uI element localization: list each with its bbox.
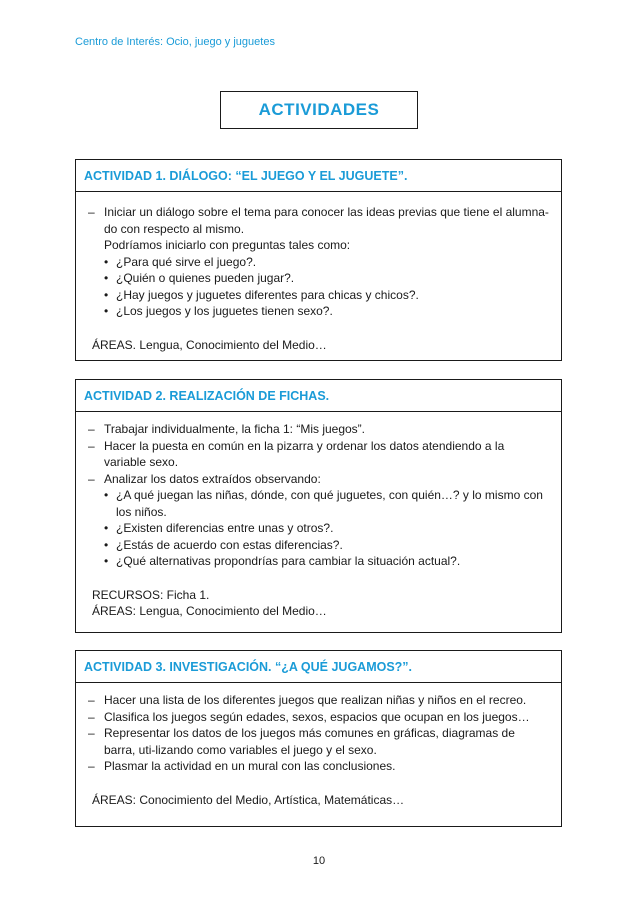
- dash-marker: –: [88, 205, 95, 219]
- list-item: [88, 438, 549, 471]
- bullet-item: [88, 537, 549, 554]
- dash-marker: –: [88, 726, 95, 740]
- bullet-marker: •: [104, 254, 109, 269]
- bullet-marker: •: [104, 521, 109, 535]
- bullet-text: ¿Existen diferencias entre unas y otros?.: [116, 521, 334, 535]
- bullet-marker: •: [104, 554, 109, 568]
- activity-3-box: [75, 650, 562, 827]
- activity-3-heading: ACTIVIDAD 3. INVESTIGACIÓN. “¿A QUÉ JUGAMOS?”.: [76, 651, 561, 683]
- bullet-text: ¿A qué juegan las niñas, dónde, con qué juguetes, con quién…? y lo mismo con los niños.: [116, 488, 543, 519]
- areas-line: ÁREAS: Conocimiento del Medio, Artística, Matemáticas…: [92, 792, 405, 807]
- dash-marker: –: [88, 471, 95, 486]
- bullet-item: [88, 254, 549, 271]
- areas-line: ÁREAS. Lengua, Conocimiento del Medio…: [92, 337, 327, 352]
- bullet-marker: •: [104, 304, 109, 318]
- bullet-item: [88, 287, 549, 304]
- bullet-text: ¿Estás de acuerdo con estas diferencias?.: [116, 537, 343, 552]
- bullet-marker: •: [104, 488, 109, 502]
- item-text: Hacer la puesta en común en la pizarra y ordenar los datos atendiendo a la variable sexo.: [104, 438, 505, 469]
- page-title: ACTIVIDADES: [220, 91, 418, 129]
- item-text: Hacer una lista de los diferentes juegos que realizan niñas y niños en el recreo.: [104, 693, 527, 707]
- bullet-marker: •: [104, 537, 109, 552]
- bullet-text: ¿Los juegos y los juguetes tienen sexo?.: [116, 304, 333, 318]
- list-item: [88, 471, 549, 488]
- list-item: [88, 725, 549, 758]
- item-text: Clasifica los juegos según edades, sexos, espacios que ocupan en los juegos…: [104, 709, 530, 724]
- resources-line: RECURSOS: Ficha 1.: [92, 587, 210, 602]
- item-text: Analizar los datos extraídos observando:: [104, 471, 321, 486]
- list-item: [88, 692, 549, 709]
- bullet-item: [88, 553, 549, 570]
- bullet-item: [88, 303, 549, 320]
- bullet-text: ¿Para qué sirve el juego?.: [116, 254, 257, 269]
- bullet-marker: •: [104, 271, 109, 285]
- page-number: 10: [312, 855, 326, 867]
- dash-marker: –: [88, 438, 95, 453]
- list-item: [88, 421, 549, 438]
- running-header: Centro de Interés: Ocio, juego y juguetes: [75, 36, 275, 48]
- dash-marker: –: [88, 693, 95, 707]
- list-item: [88, 758, 549, 775]
- bullet-item: [88, 270, 549, 287]
- dash-marker: –: [88, 422, 95, 436]
- list-item: [88, 204, 549, 237]
- item-text: Plasmar la actividad en un mural con las conclusiones.: [104, 759, 396, 773]
- dash-marker: –: [88, 709, 95, 724]
- list-item: [88, 709, 549, 726]
- item-text: Representar los datos de los juegos más comunes en gráficas, diagramas de barra, uti-lizando como variables el juego y el sexo.: [104, 726, 515, 757]
- dash-marker: –: [88, 759, 95, 773]
- intro-paragraph: Podríamos iniciarlo con preguntas tales como:: [104, 238, 351, 252]
- bullet-item: [88, 520, 549, 537]
- item-text: Trabajar individualmente, la ficha 1: “Mis juegos”.: [104, 422, 366, 436]
- activity-2-heading: ACTIVIDAD 2. REALIZACIÓN DE FICHAS.: [76, 380, 561, 412]
- item-text: Iniciar un diálogo sobre el tema para conocer las ideas previas que tiene el alumna-do con respecto al mismo.: [104, 205, 549, 236]
- activity-1-box: [75, 159, 562, 361]
- activity-1-heading: ACTIVIDAD 1. DIÁLOGO: “EL JUEGO Y EL JUGUETE”.: [76, 160, 561, 192]
- areas-line: ÁREAS: Lengua, Conocimiento del Medio…: [92, 604, 327, 618]
- activity-2-box: [75, 379, 562, 633]
- bullet-text: ¿Qué alternativas propondrías para cambiar la situación actual?.: [116, 554, 461, 568]
- bullet-marker: •: [104, 287, 109, 302]
- bullet-text: ¿Hay juegos y juguetes diferentes para chicas y chicos?.: [116, 287, 419, 302]
- bullet-text: ¿Quién o quienes pueden jugar?.: [116, 271, 295, 285]
- bullet-item: [88, 487, 549, 520]
